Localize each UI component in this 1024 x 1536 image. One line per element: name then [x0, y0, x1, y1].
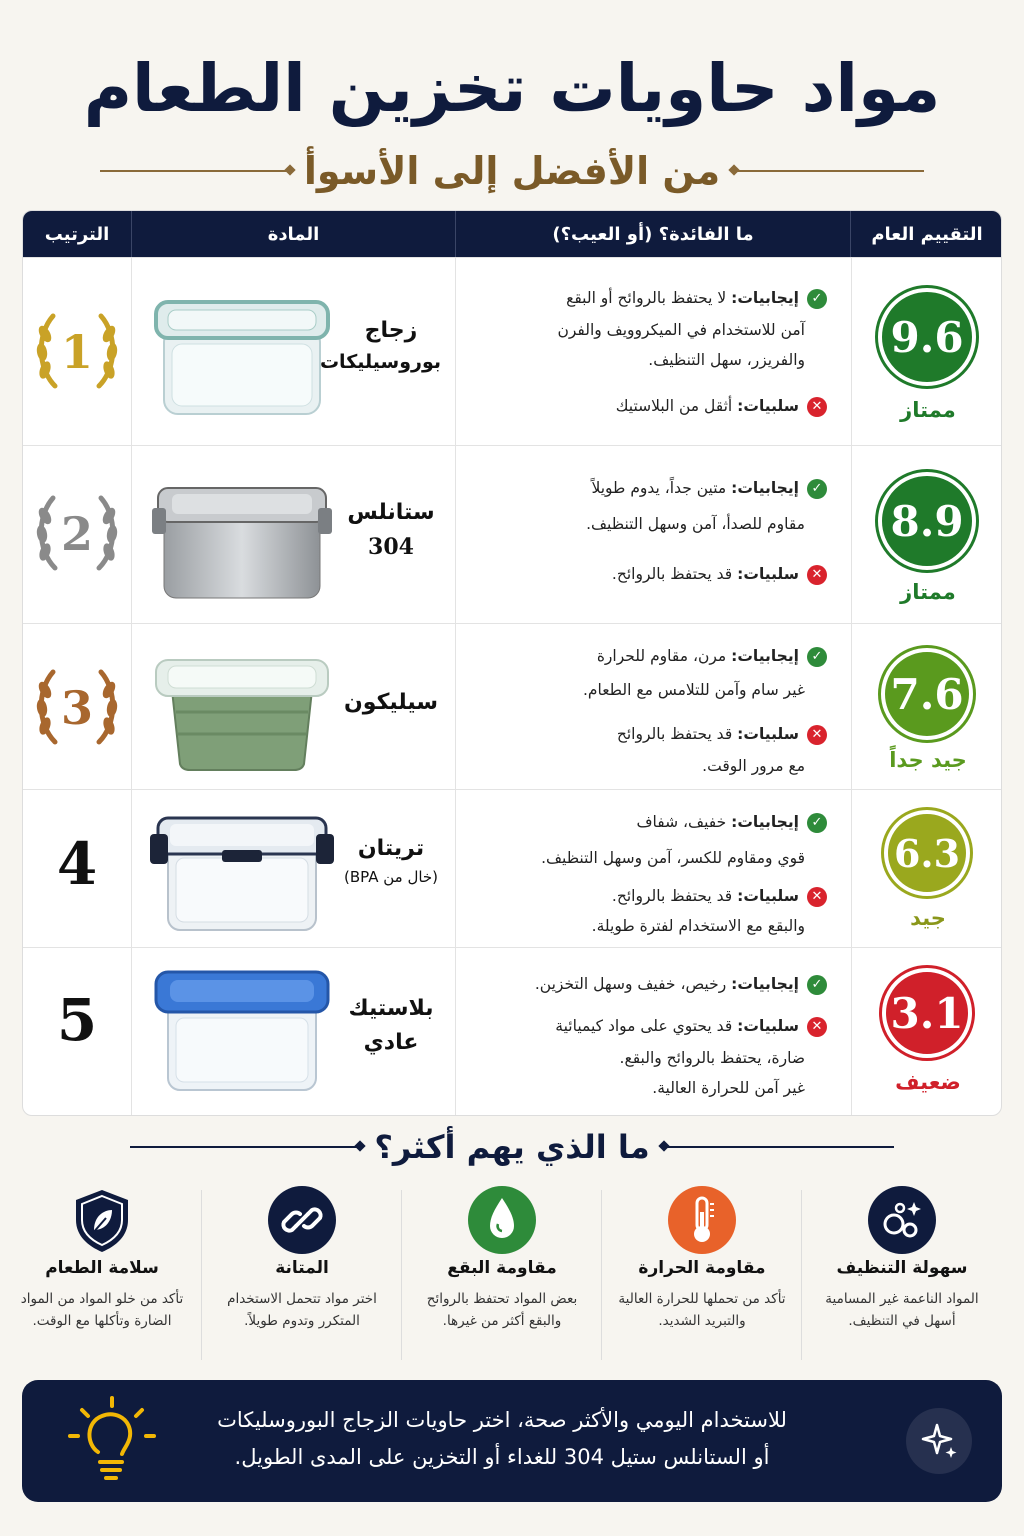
check-icon: ✓	[807, 479, 827, 499]
cons-text: قد يحتوي على مواد كيميائية	[555, 1017, 733, 1035]
tip-line: أو الستانلس ستيل 304 للغداء أو التخزين على المدى الطويل.	[234, 1444, 770, 1469]
cons-line: مع مرور الوقت.	[702, 757, 805, 775]
pros-line	[467, 974, 827, 995]
table-row	[23, 947, 1002, 1116]
score-badge	[882, 968, 972, 1058]
material-line: سيليكون	[344, 690, 438, 715]
glass-container-icon	[142, 284, 342, 424]
table-row	[23, 257, 1002, 445]
material-line: عادي	[363, 1030, 419, 1056]
rank-number: 4	[56, 830, 98, 898]
material-cell	[131, 258, 455, 445]
divider	[100, 170, 290, 172]
divider	[734, 170, 924, 172]
silicone-container-icon	[142, 638, 342, 778]
pros-text: خفيف، شفاف	[636, 813, 727, 831]
pros-label: إيجابيات:	[731, 647, 799, 665]
factor-item	[202, 1180, 402, 1370]
cons-label: سلبيات:	[737, 725, 799, 743]
cross-icon: ✕	[807, 1017, 827, 1037]
score-label: جيد جداً	[889, 748, 967, 772]
cons-text: قد يحتفظ بالروائح.	[611, 565, 733, 583]
table-row	[23, 623, 1002, 789]
factor-title: مقاومة الحرارة	[638, 1258, 766, 1278]
section-header	[0, 1122, 1024, 1172]
svg-text:3: 3	[60, 681, 94, 735]
cons-label: سلبيات:	[737, 1017, 799, 1035]
rating-cell	[851, 948, 1002, 1116]
cons-line	[467, 724, 827, 745]
svg-text:2: 2	[60, 507, 94, 561]
pros-line: آمن للاستخدام في الميكروويف والفرن	[557, 321, 805, 339]
section-title: ما الذي يهم أكثر؟	[374, 1128, 650, 1166]
link-icon	[262, 1180, 342, 1260]
material-cell	[131, 948, 455, 1116]
material-cell	[131, 624, 455, 789]
benefit-cell	[455, 258, 851, 445]
bronze-laurel-icon	[33, 660, 121, 756]
material-line: زجاج	[364, 318, 418, 343]
factor-item	[802, 1180, 1002, 1370]
rank-cell	[23, 790, 131, 947]
rank-number: 5	[56, 986, 98, 1054]
cons-label: سلبيات:	[737, 397, 799, 415]
pros-text: متين جداً، يدوم طويلاً	[591, 479, 727, 497]
pros-line: قوي ومقاوم للكسر، آمن وسهل التنظيف.	[541, 849, 805, 867]
score-badge	[884, 810, 970, 896]
material-name	[341, 832, 441, 889]
rank-cell	[23, 446, 131, 623]
score-label: ضعيف	[895, 1070, 961, 1094]
factor-title: المتانة	[275, 1258, 329, 1278]
pros-line	[467, 478, 827, 499]
cons-line	[467, 564, 827, 585]
score-value: 8.9	[890, 496, 964, 546]
score-value: 7.6	[890, 669, 964, 719]
rank-cell	[23, 624, 131, 789]
score-value: 3.1	[890, 988, 964, 1038]
score-value: 6.3	[893, 830, 961, 876]
score-badge	[881, 648, 973, 740]
material-name	[341, 992, 441, 1060]
tritan-container-icon	[142, 800, 342, 940]
factor-desc: اختر مواد تتحمل الاستخدام المتكرر وتدوم طويلاً.	[227, 1291, 377, 1330]
score-badge	[878, 288, 976, 386]
score-label: ممتاز	[900, 580, 956, 604]
tip-banner	[22, 1380, 1002, 1502]
table-header	[23, 211, 1002, 257]
cross-icon: ✕	[807, 565, 827, 585]
material-line: بوروسيليكات	[319, 351, 441, 374]
material-cell	[131, 446, 455, 623]
factor-desc: المواد الناعمة غير المسامية أسهل في التنظيف.	[825, 1291, 979, 1330]
factor-title: سهولة التنظيف	[836, 1258, 968, 1278]
factor-desc: تأكد من تحملها للحرارة العالية والتبريد الشديد.	[618, 1291, 786, 1330]
pros-label: إيجابيات:	[731, 813, 799, 831]
material-name	[341, 686, 441, 720]
benefit-cell	[455, 948, 851, 1116]
cons-text: قد يحتفظ بالروائح.	[611, 887, 733, 905]
score-value: 9.6	[890, 312, 964, 362]
pros-text: لا يحتفظ بالروائح أو البقع	[566, 289, 727, 307]
cross-icon: ✕	[807, 725, 827, 745]
cons-label: سلبيات:	[737, 565, 799, 583]
page-title: مواد حاويات تخزين الطعام	[83, 50, 941, 127]
tip-line: للاستخدام اليومي والأكثر صحة، اختر حاويات الزجاج البوروسليكات	[217, 1408, 787, 1432]
lightbulb-icon	[62, 1392, 162, 1492]
check-icon: ✓	[807, 813, 827, 833]
check-icon: ✓	[807, 647, 827, 667]
cons-line: ضارة، يحتفظ بالروائح والبقع.	[619, 1049, 805, 1067]
header-rank: الترتيب	[44, 223, 110, 245]
comparison-table	[22, 210, 1002, 1116]
rating-cell	[851, 790, 1002, 947]
cons-label: سلبيات:	[737, 887, 799, 905]
pros-line	[467, 812, 827, 833]
material-cell	[131, 790, 455, 947]
check-icon: ✓	[807, 289, 827, 309]
pros-text: رخيص، خفيف وسهل التخزين.	[534, 975, 727, 993]
rating-cell	[851, 624, 1002, 789]
material-name	[319, 314, 441, 378]
material-name	[341, 496, 441, 564]
subtitle-row	[0, 146, 1024, 196]
factor-desc: تأكد من خلو المواد من المواد الضارة وتأكلها مع الوقت.	[20, 1291, 184, 1330]
gold-laurel-icon	[33, 304, 121, 400]
pros-line	[467, 646, 827, 667]
check-icon: ✓	[807, 975, 827, 995]
material-line: ستانلس	[347, 500, 435, 525]
factor-desc: بعض المواد تحتفظ بالروائح والبقع أكثر من غيرها.	[426, 1291, 578, 1330]
pros-line: غير سام وآمن للتلامس مع الطعام.	[582, 681, 805, 699]
tip-text	[152, 1402, 852, 1476]
score-badge	[878, 472, 976, 570]
rank-cell	[23, 258, 131, 445]
material-line: بلاستيك	[348, 996, 434, 1021]
cons-line: غير آمن للحرارة العالية.	[652, 1079, 805, 1097]
thermometer-icon	[662, 1180, 742, 1260]
silver-laurel-icon	[33, 486, 121, 582]
header-rating: التقييم العام	[871, 223, 983, 245]
sparkle-icon	[906, 1408, 972, 1474]
page-subtitle: من الأفضل إلى الأسوأ	[303, 149, 721, 193]
factor-title: سلامة الطعام	[45, 1258, 159, 1278]
cons-text: أثقل من البلاستيك	[615, 397, 733, 415]
steel-container-icon	[142, 468, 342, 608]
rating-cell	[851, 258, 1002, 445]
cross-icon: ✕	[807, 397, 827, 417]
factor-item	[402, 1180, 602, 1370]
cross-icon: ✕	[807, 887, 827, 907]
rating-cell	[851, 446, 1002, 623]
cons-line	[467, 396, 827, 417]
divider	[130, 1146, 360, 1148]
material-line: تريتان	[357, 836, 425, 861]
benefit-cell	[455, 446, 851, 623]
drop-icon	[462, 1180, 542, 1260]
rank-cell	[23, 948, 131, 1116]
pros-line: والفريزر، سهل التنظيف.	[648, 351, 805, 369]
cons-line: والبقع مع الاستخدام لفترة طويلة.	[591, 917, 805, 935]
pros-label: إيجابيات:	[731, 479, 799, 497]
benefit-cell	[455, 624, 851, 789]
benefit-cell	[455, 790, 851, 947]
material-line: 304	[368, 534, 414, 561]
shield-leaf-icon	[62, 1180, 142, 1260]
pros-text: مرن، مقاوم للحرارة	[596, 647, 727, 665]
bubbles-icon	[862, 1180, 942, 1260]
table-row	[23, 789, 1002, 947]
table-row	[23, 445, 1002, 623]
pros-label: إيجابيات:	[731, 975, 799, 993]
score-label: جيد	[910, 906, 946, 930]
header-material: المادة	[131, 211, 455, 257]
pros-line: مقاوم للصدأ، آمن وسهل التنظيف.	[586, 515, 805, 533]
divider	[664, 1146, 894, 1148]
factors-row	[0, 1180, 1024, 1370]
cons-text: قد يحتفظ بالروائح	[616, 725, 733, 743]
factor-title: مقاومة البقع	[447, 1258, 557, 1278]
plastic-container-icon	[142, 958, 342, 1098]
cons-line	[467, 886, 827, 907]
score-label: ممتاز	[900, 398, 956, 422]
cons-line	[467, 1016, 827, 1037]
svg-text:1: 1	[60, 325, 94, 379]
material-line: (خال من BPA)	[343, 868, 439, 887]
pros-line	[467, 288, 827, 309]
pros-label: إيجابيات:	[731, 289, 799, 307]
factor-item	[2, 1180, 202, 1370]
factor-item	[602, 1180, 802, 1370]
header-benefit: ما الفائدة؟ (أو العيب؟)	[455, 211, 851, 257]
